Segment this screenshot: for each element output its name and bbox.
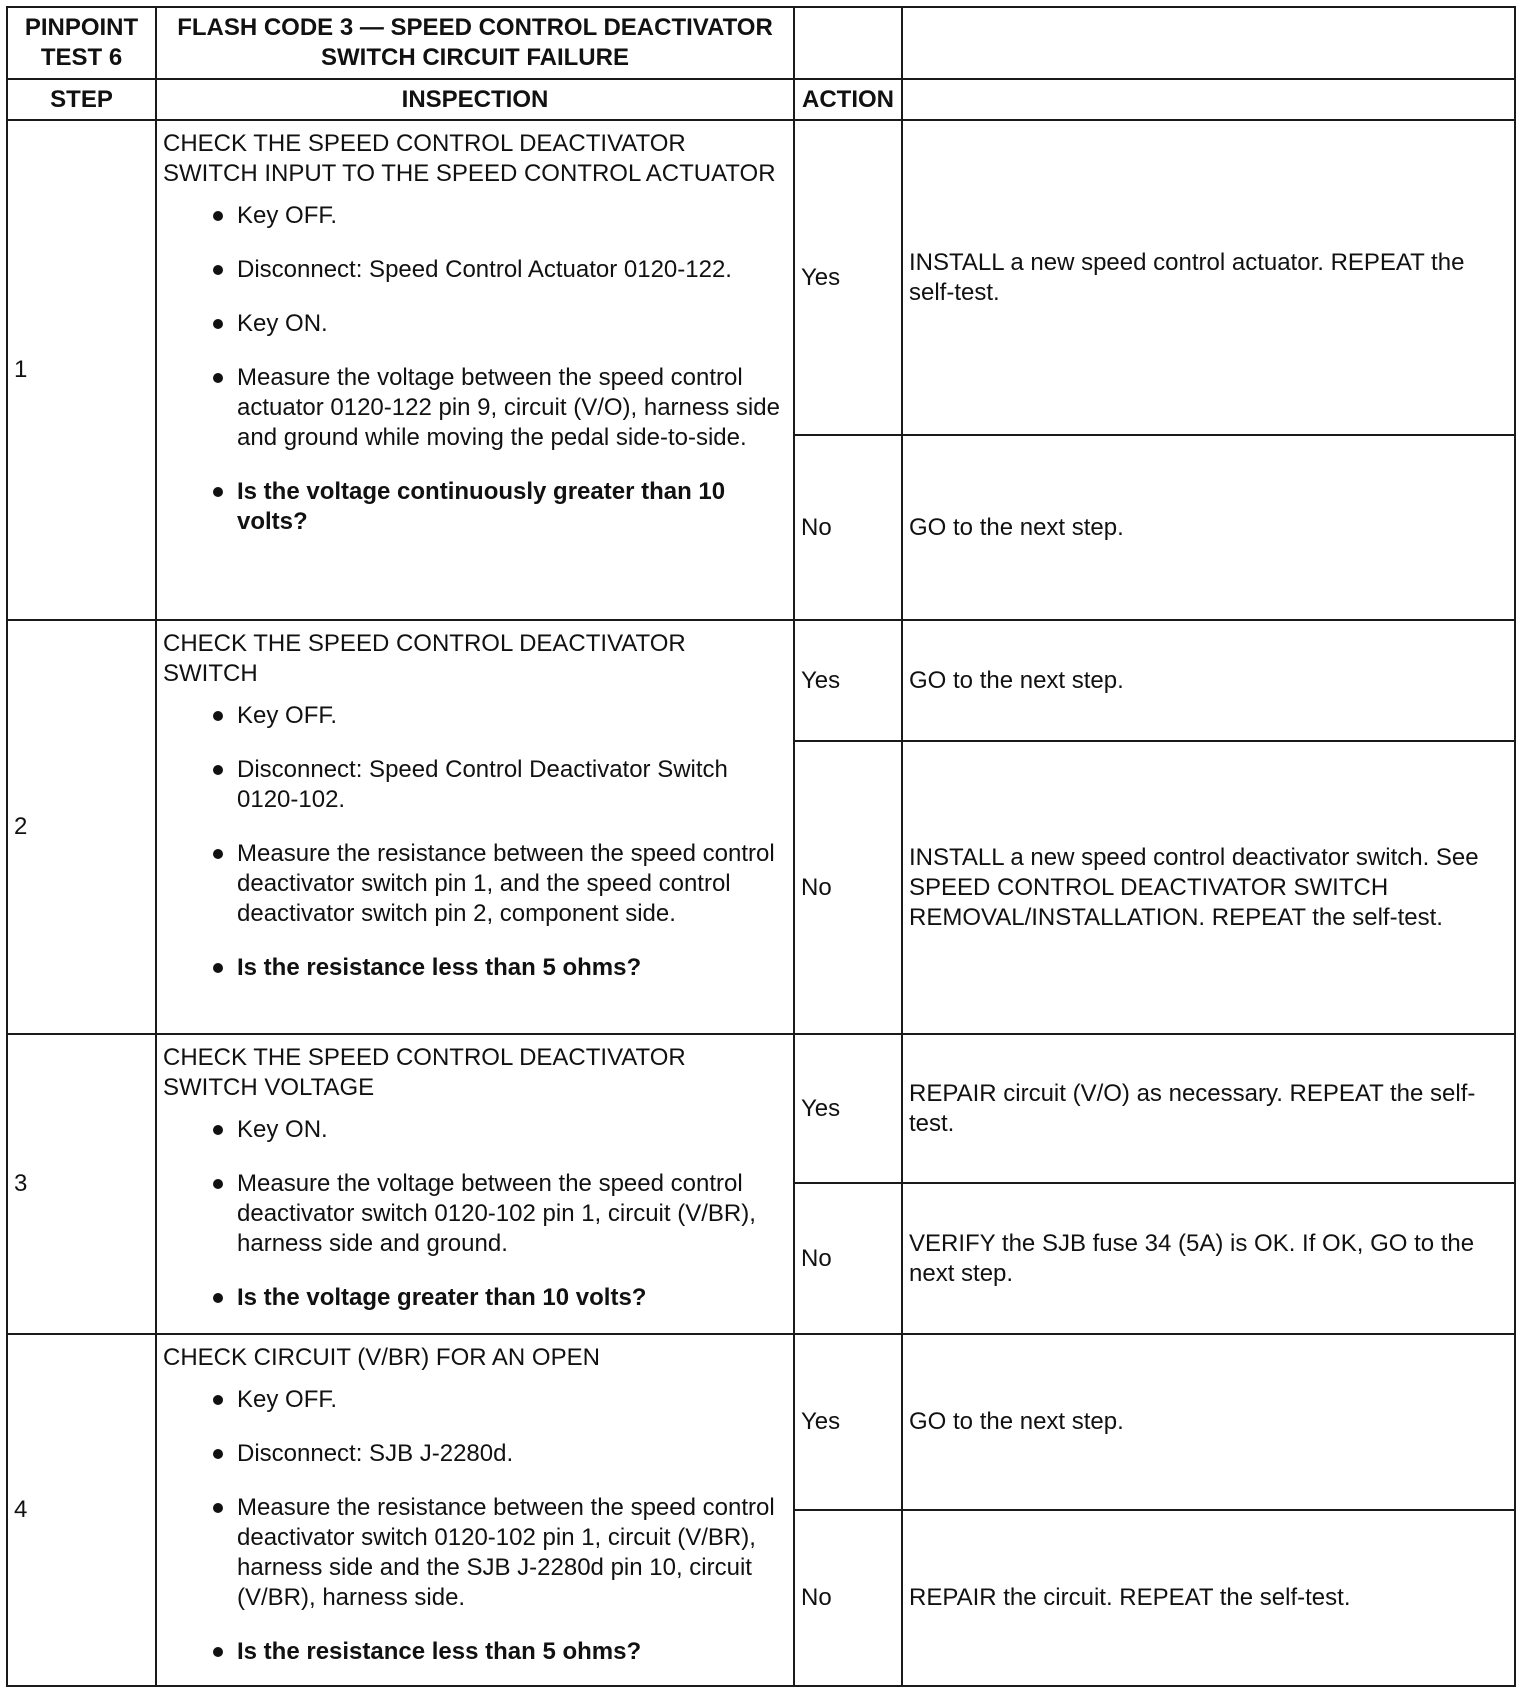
inspection-title: CHECK THE SPEED CONTROL DEACTIVATOR SWITCH VOLTAGE xyxy=(163,1044,686,1101)
step-number: 1 xyxy=(7,120,156,620)
bullet-text: Disconnect: Speed Control Actuator 0120-122. xyxy=(237,256,732,283)
test-title: FLASH CODE 3 — SPEED CONTROL DEACTIVATOR SWITCH CIRCUIT FAILURE xyxy=(156,7,794,79)
bullet-dot-icon xyxy=(213,963,223,973)
bullet-dot-icon xyxy=(213,487,223,497)
inspection-bullet xyxy=(163,309,787,339)
column-header-row xyxy=(7,79,1515,120)
step-number: 3 xyxy=(7,1034,156,1334)
bullet-dot-icon xyxy=(213,1179,223,1189)
bullet-text: Measure the voltage between the speed control actuator 0120-122 pin 9, circuit (V/O), harness side and ground while moving the pedal side-to-side. xyxy=(237,364,780,451)
inspection-bullet xyxy=(163,701,787,731)
bullet-text: Key OFF. xyxy=(237,202,338,229)
step-row-yes xyxy=(7,1334,1515,1510)
bullet-dot-icon xyxy=(213,265,223,275)
action-yes-result: GO to the next step. xyxy=(902,1334,1515,1510)
inspection-bullet xyxy=(163,1439,787,1469)
inspection-bullet xyxy=(163,255,787,285)
action-yes-result: INSTALL a new speed control actuator. REPEAT the self-test. xyxy=(902,120,1515,435)
col-step-header: STEP xyxy=(7,79,156,120)
action-yes-label: Yes xyxy=(794,1034,902,1183)
action-no-label: No xyxy=(794,435,902,620)
action-yes-result: GO to the next step. xyxy=(902,620,1515,741)
question-text: Is the resistance less than 5 ohms? xyxy=(237,1638,642,1665)
inspection-title: CHECK THE SPEED CONTROL DEACTIVATOR SWITCH xyxy=(163,630,686,687)
action-no-label: No xyxy=(794,741,902,1034)
inspection-cell xyxy=(156,620,794,1034)
bullet-text: Key ON. xyxy=(237,310,328,337)
step-number: 4 xyxy=(7,1334,156,1686)
pinpoint-label: PINPOINT TEST 6 xyxy=(7,7,156,79)
bullet-dot-icon xyxy=(213,1449,223,1459)
empty-cell xyxy=(902,7,1515,79)
inspection-title: CHECK THE SPEED CONTROL DEACTIVATOR SWITCH INPUT TO THE SPEED CONTROL ACTUATOR xyxy=(163,130,776,187)
step-row-yes xyxy=(7,1034,1515,1183)
bullet-dot-icon xyxy=(213,1293,223,1303)
inspection-bullet xyxy=(163,1385,787,1415)
inspection-bullet xyxy=(163,1493,787,1613)
title-row xyxy=(7,7,1515,79)
inspection-question xyxy=(163,953,787,983)
inspection-question xyxy=(163,477,787,537)
bullet-dot-icon xyxy=(213,765,223,775)
step-row-yes xyxy=(7,620,1515,741)
bullet-dot-icon xyxy=(213,1395,223,1405)
bullet-text: Key ON. xyxy=(237,1116,328,1143)
inspection-title: CHECK CIRCUIT (V/BR) FOR AN OPEN xyxy=(163,1344,600,1371)
inspection-cell xyxy=(156,120,794,620)
inspection-bullet xyxy=(163,1169,787,1259)
steps-body xyxy=(7,120,1515,1686)
bullet-text: Disconnect: SJB J-2280d. xyxy=(237,1440,514,1467)
inspection-bullet xyxy=(163,201,787,231)
inspection-bullet xyxy=(163,1115,787,1145)
action-yes-result: REPAIR circuit (V/O) as necessary. REPEAT the self-test. xyxy=(902,1034,1515,1183)
action-no-label: No xyxy=(794,1510,902,1686)
bullet-text: Measure the resistance between the speed control deactivator switch pin 1, and the speed control deactivator switch pin 2, component side. xyxy=(237,840,775,927)
action-no-result: VERIFY the SJB fuse 34 (5A) is OK. If OK, GO to the next step. xyxy=(902,1183,1515,1334)
step-number: 2 xyxy=(7,620,156,1034)
question-text: Is the voltage continuously greater than 10 volts? xyxy=(237,478,726,535)
bullet-dot-icon xyxy=(213,373,223,383)
inspection-bullet xyxy=(163,839,787,929)
empty-cell xyxy=(794,7,902,79)
bullet-dot-icon xyxy=(213,1503,223,1513)
inspection-bullet xyxy=(163,363,787,453)
bullet-dot-icon xyxy=(213,319,223,329)
bullet-dot-icon xyxy=(213,1125,223,1135)
action-yes-label: Yes xyxy=(794,620,902,741)
bullet-dot-icon xyxy=(213,211,223,221)
inspection-bullet xyxy=(163,755,787,815)
col-action-header: ACTION xyxy=(794,79,902,120)
inspection-bullets xyxy=(163,1385,787,1667)
bullet-text: Disconnect: Speed Control Deactivator Switch 0120-102. xyxy=(237,756,728,813)
action-no-result: INSTALL a new speed control deactivator switch. See SPEED CONTROL DEACTIVATOR SWITCH REMOVAL/INSTALLATION. REPEAT the self-test. xyxy=(902,741,1515,1034)
bullet-text: Measure the voltage between the speed control deactivator switch 0120-102 pin 1, circuit (V/BR), harness side and ground. xyxy=(237,1170,756,1257)
inspection-bullets xyxy=(163,201,787,537)
inspection-bullets xyxy=(163,701,787,983)
action-yes-label: Yes xyxy=(794,120,902,435)
action-no-result: REPAIR the circuit. REPEAT the self-test. xyxy=(902,1510,1515,1686)
action-no-label: No xyxy=(794,1183,902,1334)
action-yes-label: Yes xyxy=(794,1334,902,1510)
bullet-dot-icon xyxy=(213,1647,223,1657)
inspection-question xyxy=(163,1283,787,1313)
pinpoint-test-table xyxy=(6,6,1516,1687)
bullet-text: Key OFF. xyxy=(237,702,338,729)
bullet-text: Key OFF. xyxy=(237,1386,338,1413)
inspection-cell xyxy=(156,1334,794,1686)
bullet-dot-icon xyxy=(213,849,223,859)
step-row-yes xyxy=(7,120,1515,435)
bullet-text: Measure the resistance between the speed control deactivator switch 0120-102 pin 1, circuit (V/BR), harness side and the SJB J-2280d pin 10, circuit (V/BR), harness side. xyxy=(237,1494,775,1611)
inspection-question xyxy=(163,1637,787,1667)
col-inspection-header: INSPECTION xyxy=(156,79,794,120)
question-text: Is the voltage greater than 10 volts? xyxy=(237,1284,647,1311)
inspection-bullets xyxy=(163,1115,787,1313)
question-text: Is the resistance less than 5 ohms? xyxy=(237,954,642,981)
bullet-dot-icon xyxy=(213,711,223,721)
action-no-result: GO to the next step. xyxy=(902,435,1515,620)
empty-cell xyxy=(902,79,1515,120)
inspection-cell xyxy=(156,1034,794,1334)
